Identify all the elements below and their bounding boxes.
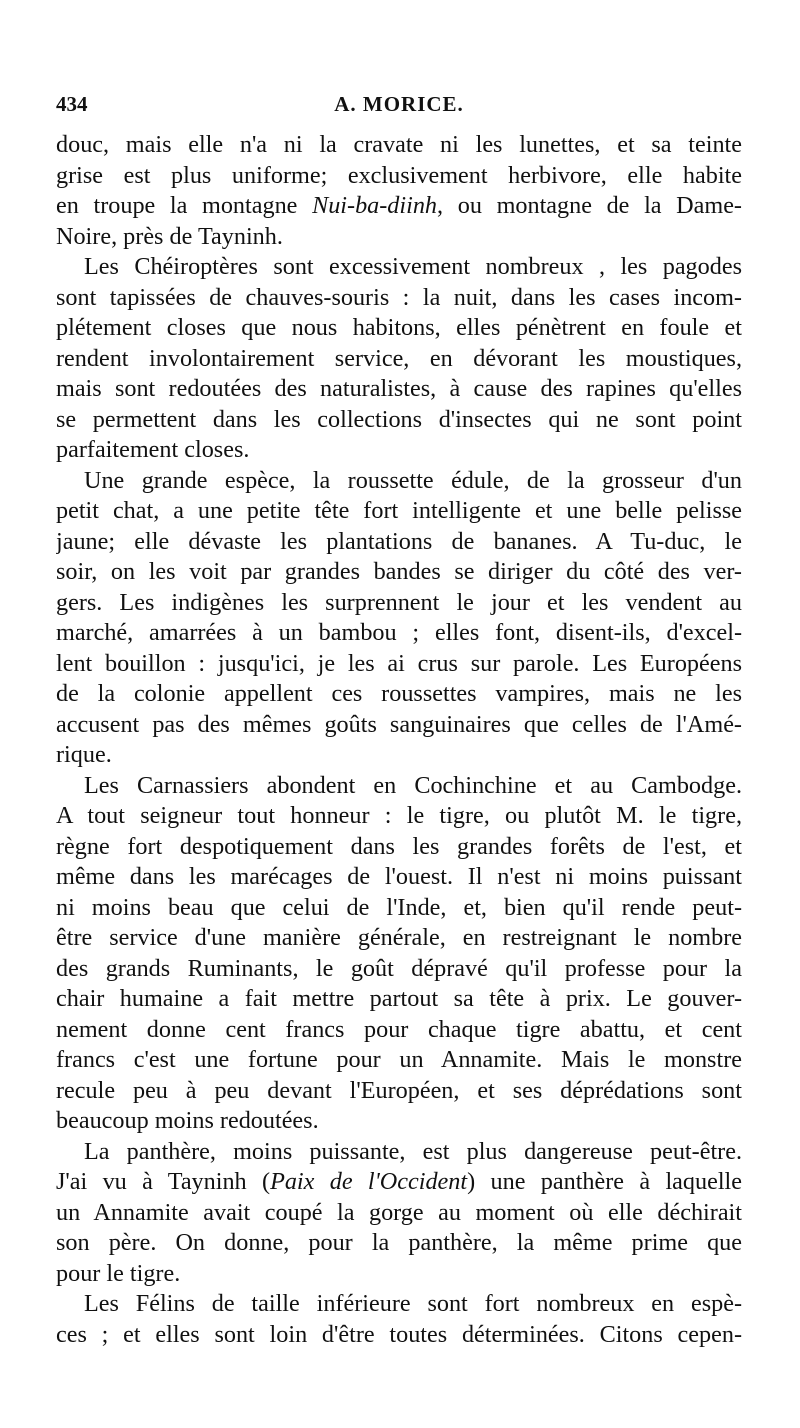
text-line: se permettent dans les collections d'insectes qui ne sont point [56, 405, 742, 433]
text-line: nement donne cent francs pour chaque tigre abattu, et cent [56, 1015, 742, 1043]
paragraph [56, 771, 742, 1137]
text-line: même dans les marécages de l'ouest. Il n'est ni moins puissant [56, 863, 742, 890]
text-line: recule peu à peu devant l'Européen, et ses déprédations sont [56, 1076, 742, 1104]
text-line: mais sont redoutées des naturalistes, à cause des rapines qu'elles [56, 375, 742, 402]
paragraph [56, 466, 742, 771]
text-line: ni moins beau que celui de l'Inde, et, bien qu'il rende peut- [56, 893, 742, 921]
text-line: Les Félins de taille inférieure sont fort nombreux en espè- [84, 1290, 742, 1317]
text-segment: ) une panthère à laquelle [467, 1168, 742, 1195]
text-line: de la colonie appellent ces roussettes vampires, mais ne les [56, 680, 742, 707]
text-line: La panthère, moins puissante, est plus dangereuse peut-être. [84, 1137, 742, 1165]
paragraph [56, 130, 742, 252]
paragraph [56, 252, 742, 466]
text-line: marché, amarrées à un bambou ; elles font, disent-ils, d'excel- [56, 619, 742, 646]
paragraph [56, 1289, 742, 1350]
text-line: petit chat, a une petite tête fort intelligente et une belle pelisse [56, 497, 742, 524]
text-line: chair humaine a fait mettre partout sa tête à prix. Le gouver- [56, 985, 742, 1012]
text-line: Une grande espèce, la roussette édule, de la grosseur d'un [84, 466, 742, 494]
text-line: Noire, près de Tayninh. [56, 222, 283, 250]
text-line: être service d'une manière générale, en restreignant le nombre [56, 924, 742, 951]
text-line: pour le tigre. [56, 1259, 181, 1287]
text-line: parfaitement closes. [56, 436, 250, 463]
text-line: Les Chéiroptères sont excessivement nombreux , les pagodes [84, 253, 742, 280]
text-line: jaune; elle dévaste les plantations de bananes. A Tu-duc, le [56, 527, 742, 555]
text-line: son père. On donne, pour la panthère, la même prime que [56, 1229, 742, 1256]
page-header [56, 92, 742, 130]
text-line: règne fort despotiquement dans les grandes forêts de l'est, et [56, 832, 742, 860]
text-line: rendent involontairement service, en dévorant les moustiques, [56, 344, 742, 372]
text-line: plétement closes que nous habitons, elles pénètrent en foule et [56, 314, 742, 341]
book-page [56, 92, 742, 1350]
text-line: soir, on les voit par grandes bandes se diriger du côté des ver- [56, 558, 742, 585]
text-segment: , ou montagne de la Dame- [437, 192, 742, 219]
italic-text: Nui-ba-diinh [312, 192, 438, 219]
text-segment: J'ai vu à Tayninh ( [56, 1168, 271, 1195]
text-line: douc, mais elle n'a ni la cravate ni les lunettes, et sa teinte [56, 131, 742, 158]
text-line: ces ; et elles sont loin d'être toutes déterminées. Citons cepen- [56, 1320, 742, 1348]
text-line: Les Carnassiers abondent en Cochinchine et au Cambodge. [84, 771, 742, 799]
page-number: 434 [56, 92, 88, 116]
text-line: accusent pas des mêmes goûts sanguinaires que celles de l'Amé- [56, 710, 742, 738]
text-line [56, 191, 742, 222]
text-line: grise est plus uniforme; exclusivement herbivore, elle habite [56, 161, 742, 189]
text-line: un Annamite avait coupé la gorge au moment où elle déchirait [56, 1198, 742, 1226]
italic-text: Paix de l'Occident [270, 1168, 468, 1195]
text-line: gers. Les indigènes les surprennent le jour et les vendent au [56, 588, 742, 616]
text-line: francs c'est une fortune pour un Annamite. Mais le monstre [56, 1046, 742, 1073]
text-line [56, 1167, 742, 1198]
running-head: A. MORICE. [334, 92, 464, 116]
text-segment: en troupe la montagne [56, 192, 313, 219]
text-line: rique. [56, 741, 112, 768]
text-line: sont tapissées de chauves-souris : la nuit, dans les cases incom- [56, 283, 742, 311]
text-line: lent bouillon : jusqu'ici, je les ai crus sur parole. Les Européens [56, 649, 742, 677]
body-text [56, 130, 742, 1350]
text-line: A tout seigneur tout honneur : le tigre, ou plutôt M. le tigre, [56, 802, 742, 829]
text-line: des grands Ruminants, le goût dépravé qu'il professe pour la [56, 954, 742, 982]
text-line: beaucoup moins redoutées. [56, 1107, 319, 1134]
paragraph [56, 1137, 742, 1290]
